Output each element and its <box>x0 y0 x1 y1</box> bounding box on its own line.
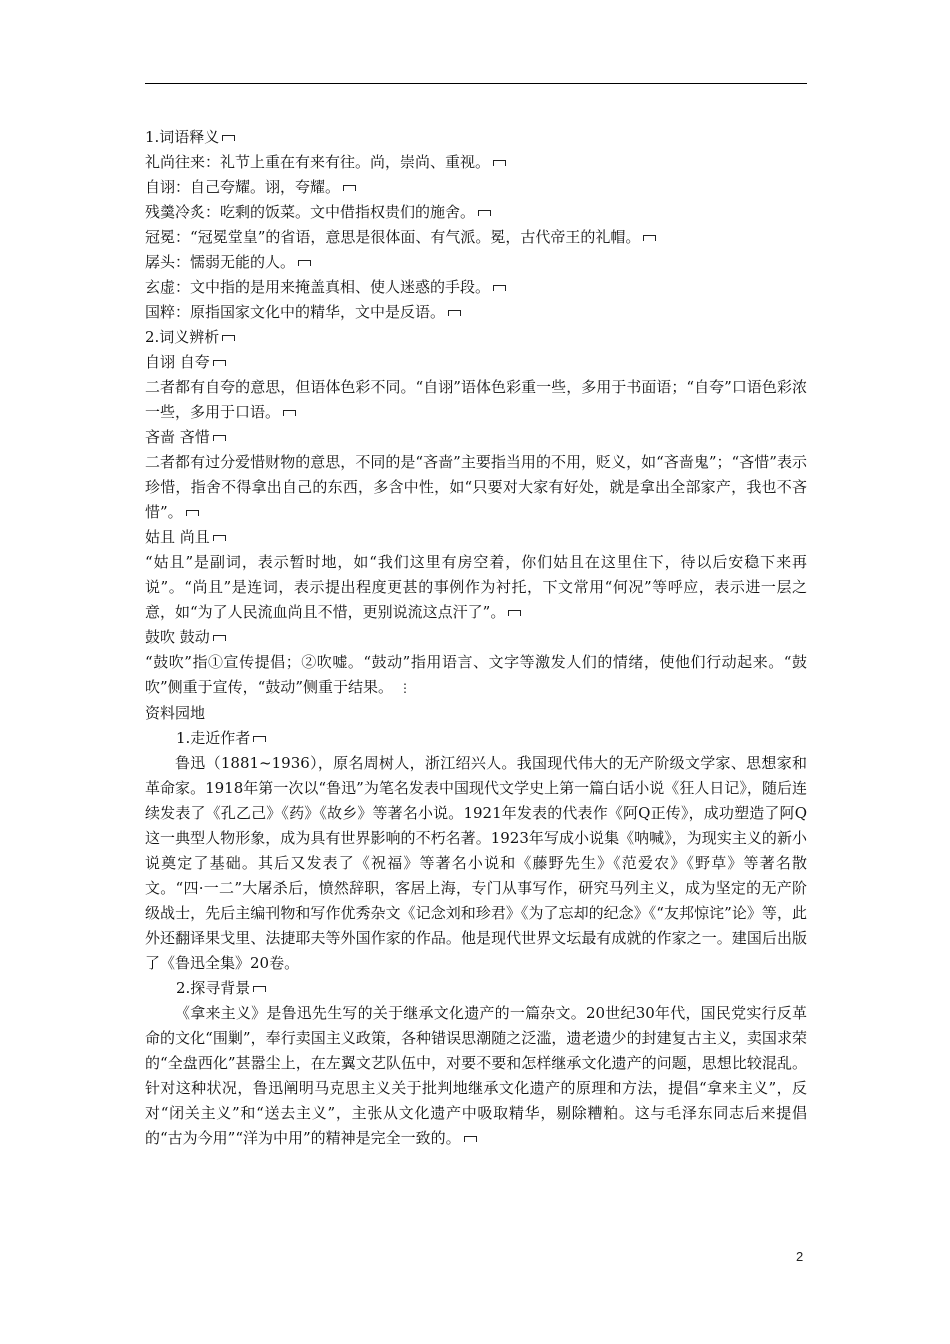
paragraph-mark-icon <box>478 210 491 216</box>
pair-body-text: 二者都有自夸的意思，但语体色彩不同。“自诩”语体色彩重一些，多用于书面语；“自夸”口语色彩浓一些，多用于口语。 <box>145 378 807 421</box>
paragraph-mark-icon <box>464 1136 477 1142</box>
heading-text: 2.词义辨析 <box>145 328 220 346</box>
pair-body-text: “鼓吹”指①宣传提倡；②吹嘘。“鼓动”指用语言、文字等激发人们的情绪，使他们行动起来。“鼓吹”侧重于宣传，“鼓动”侧重于结果。 <box>145 653 807 696</box>
term-item: 残羹冷炙：吃剩的饭菜。文中借指权贵们的施舍。 <box>145 200 807 225</box>
pair-title-text: 吝啬 吝惜 <box>145 428 210 446</box>
term-name: 国粹 <box>145 303 176 321</box>
paragraph-mark-icon <box>508 610 521 616</box>
term-name: 冠冕 <box>145 228 176 246</box>
page-number: 2 <box>796 1249 804 1264</box>
heading-text: 1.走近作者 <box>176 729 251 747</box>
term-name: 孱头 <box>145 253 176 271</box>
term-item: 国粹：原指国家文化中的精华，文中是反语。 <box>145 300 807 325</box>
paragraph-mark-icon <box>213 535 226 541</box>
term-name: 礼尚往来 <box>145 153 206 171</box>
paragraph-mark-icon <box>343 185 356 191</box>
heading-text: 1.词语释义 <box>145 128 220 146</box>
author-heading <box>145 726 807 751</box>
term-item: 玄虚：文中指的是用来掩盖真相、使人迷惑的手段。 <box>145 275 807 300</box>
paragraph-mark-icon <box>493 285 506 291</box>
pair-body-text: 二者都有过分爱惜财物的意思，不同的是“吝啬”主要指当用的不用，贬义，如“吝啬鬼”；“吝惜”表示珍惜，指舍不得拿出自己的东西，多含中性，如“只要对大家有好处，就是拿出全部家产，我也不吝惜”。 <box>145 453 807 521</box>
term-definition: 吃剩的饭菜。文中借指权贵们的施舍。 <box>220 203 476 221</box>
paragraph-mark-icon <box>213 435 226 441</box>
term-name: 玄虚 <box>145 278 176 296</box>
pair-title-text: 姑且 尚且 <box>145 528 210 546</box>
paragraph-mark-icon <box>493 160 506 166</box>
pair-text <box>145 375 807 425</box>
ellipsis-mark-icon: ⋮ <box>399 681 412 695</box>
term-name: 自诩 <box>145 178 176 196</box>
term-definition: 礼节上重在有来有往。尚，崇尚、重视。 <box>220 153 491 171</box>
paragraph-mark-icon <box>222 135 235 141</box>
header-rule <box>145 83 807 84</box>
pair-text <box>145 650 807 701</box>
pair-title-text: 鼓吹 鼓动 <box>145 628 210 646</box>
paragraph-mark-icon <box>253 736 266 742</box>
paragraph-mark-icon <box>186 510 199 516</box>
document-body <box>145 125 807 1151</box>
term-definition: 懦弱无能的人。 <box>190 253 296 271</box>
term-definition: “冠冕堂皇”的省语，意思是很体面、有气派。冕，古代帝王的礼帽。 <box>190 228 641 246</box>
pair-title <box>145 625 807 650</box>
heading-text: 2.探寻背景 <box>176 979 251 997</box>
term-item: 礼尚往来：礼节上重在有来有往。尚，崇尚、重视。 <box>145 150 807 175</box>
paragraph-mark-icon <box>283 410 296 416</box>
section-heading-distinctions <box>145 325 807 350</box>
section-heading-definitions <box>145 125 807 150</box>
pair-title <box>145 525 807 550</box>
paragraph-mark-icon <box>643 235 656 241</box>
background-paragraph <box>145 1001 807 1151</box>
pair-title <box>145 425 807 450</box>
term-definition: 自己夸耀。诩，夸耀。 <box>190 178 341 196</box>
pair-text <box>145 450 807 525</box>
term-definition: 文中指的是用来掩盖真相、使人迷惑的手段。 <box>190 278 491 296</box>
paragraph-mark-icon <box>213 360 226 366</box>
paragraph-mark-icon <box>213 635 226 641</box>
pair-body-text: “姑且”是副词，表示暂时地，如“我们这里有房空着，你们姑且在这里住下，待以后安稳下来再说”。“尚且”是连词，表示提出程度更甚的事例作为衬托，下文常用“何况”等呼应，表示进一层之意，如“为了人民流血尚且不惜，更别说流这点汗了”。 <box>145 553 807 621</box>
pair-title <box>145 350 807 375</box>
term-name: 残羹冷炙 <box>145 203 206 221</box>
paragraph-mark-icon <box>298 260 311 266</box>
term-definition: 原指国家文化中的精华，文中是反语。 <box>190 303 446 321</box>
author-paragraph: 鲁迅（1881~1936），原名周树人，浙江绍兴人。我国现代伟大的无产阶级文学家、思想家和革命家。1918年第一次以“鲁迅”为笔名发表中国现代文学史上第一篇白话小说《狂人日记》，随后连续发表了《孔乙己》《药》《故乡》等著名小说。1921年发表的代表作《阿Q正传》，成功塑造了阿Q这一典型人物形象，成为具有世界影响的不朽名著。1923年写成小说集《呐喊》，为现实主义的新小说奠定了基础。其后又发表了《祝福》等著名小说和《藤野先生》《范爱农》《野草》等著名散文。“四·一二”大屠杀后，愤然辞职，客居上海，专门从事写作，研究马列主义，成为坚定的无产阶级战士，先后主编刊物和写作优秀杂文《记念刘和珍君》《为了忘却的纪念》《“友邦惊诧”论》等，此外还翻译果戈里、法捷耶夫等外国作家的作品。他是现代世界文坛最有成就的作家之一。建国后出版了《鲁迅全集》20卷。 <box>145 754 807 972</box>
paragraph-mark-icon <box>222 335 235 341</box>
resources-heading: 资料园地 <box>145 704 206 722</box>
background-heading <box>145 976 807 1001</box>
term-item: 冠冕：“冠冕堂皇”的省语，意思是很体面、有气派。冕，古代帝王的礼帽。 <box>145 225 807 250</box>
pair-title-text: 自诩 自夸 <box>145 353 210 371</box>
pair-text <box>145 550 807 625</box>
paragraph-mark-icon <box>253 986 266 992</box>
term-item: 孱头：懦弱无能的人。 <box>145 250 807 275</box>
background-text: 《拿来主义》是鲁迅先生写的关于继承文化遗产的一篇杂文。20世纪30年代，国民党实行反革命的文化“围剿”，奉行卖国主义政策，各种错误思潮随之泛滥，遗老遗少的封建复古主义，卖国求荣的“全盘西化”甚嚣尘上，在左翼文艺队伍中，对要不要和怎样继承文化遗产的问题，思想比较混乱。针对这种状况，鲁迅阐明马克思主义关于批判地继承文化遗产的原理和方法，提倡“拿来主义”，反对“闭关主义”和“送去主义”，主张从文化遗产中吸取精华，剔除糟粕。这与毛泽东同志后来提倡的“古为今用”“洋为中用”的精神是完全一致的。 <box>145 1004 807 1147</box>
paragraph-mark-icon <box>448 310 461 316</box>
term-item: 自诩：自己夸耀。诩，夸耀。 <box>145 175 807 200</box>
